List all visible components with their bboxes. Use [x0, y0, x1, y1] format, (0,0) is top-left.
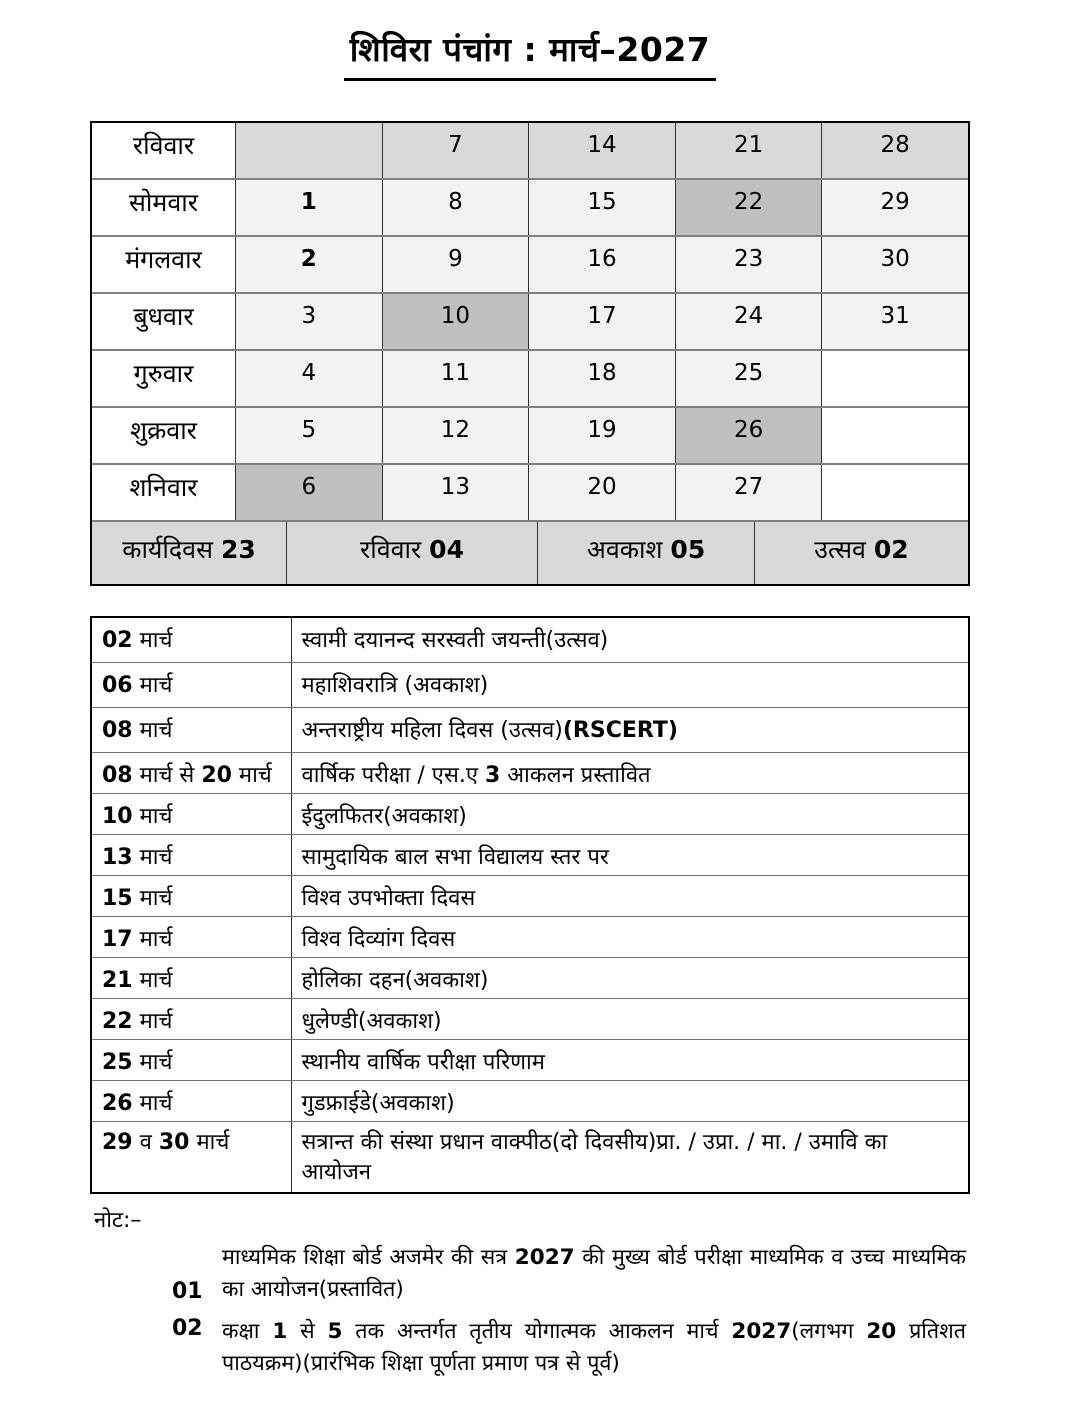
weekday-label: शुक्रवार: [92, 408, 236, 463]
calendar-day-cell: 25: [676, 351, 823, 406]
calendar-day-cell: 14: [529, 123, 676, 178]
calendar-day-cell: 9: [383, 237, 530, 292]
event-text-bold: (RSCERT): [562, 717, 678, 743]
calendar-day-cell: 24: [676, 294, 823, 349]
events-table: [90, 616, 970, 1194]
event-row: [91, 875, 969, 916]
event-description: [291, 957, 969, 998]
event-text: सत्रान्त की संस्था प्रधान वाक्पीठ(दो दिवसीय)प्रा. / उप्रा. / मा. / उमावि का आयोजन: [301, 1129, 888, 1185]
event-date: 08 मार्च से 20 मार्च: [91, 752, 291, 793]
note-item: [172, 1242, 970, 1306]
event-date: 02 मार्च: [91, 617, 291, 662]
event-row: [91, 834, 969, 875]
calendar-week-row: [92, 408, 968, 465]
summary-label: रविवार: [360, 535, 422, 564]
calendar-day-cell: 18: [529, 351, 676, 406]
calendar-table: [90, 121, 970, 586]
event-row: [91, 617, 969, 662]
event-date: 25 मार्च: [91, 1039, 291, 1080]
event-description: [291, 916, 969, 957]
calendar-day-cell: 21: [676, 123, 823, 178]
calendar-week-row: [92, 294, 968, 351]
calendar-day-cell: 19: [529, 408, 676, 463]
event-date: 21 मार्च: [91, 957, 291, 998]
calendar-day-cell: 10: [383, 294, 530, 349]
event-row: [91, 998, 969, 1039]
event-row: [91, 957, 969, 998]
event-text: गुडफ्राईडे(अवकाश): [301, 1090, 455, 1116]
event-description: [291, 1080, 969, 1121]
event-description: [291, 617, 969, 662]
event-description: [291, 998, 969, 1039]
calendar-day-cell: 17: [529, 294, 676, 349]
event-text: सामुदायिक बाल सभा विद्यालय स्तर पर: [301, 844, 609, 870]
calendar-week-row: [92, 351, 968, 408]
calendar-day-cell: 29: [822, 180, 968, 235]
calendar-day-cell: 13: [383, 465, 530, 520]
event-text: विश्व उपभोक्ता दिवस: [301, 885, 476, 911]
event-date: 08 मार्च: [91, 707, 291, 752]
calendar-day-cell: 22: [676, 180, 823, 235]
calendar-day-cell: 20: [529, 465, 676, 520]
calendar-day-cell: 15: [529, 180, 676, 235]
event-date: 15 मार्च: [91, 875, 291, 916]
event-date: 26 मार्च: [91, 1080, 291, 1121]
calendar-week-row: [92, 465, 968, 522]
calendar-day-cell: 12: [383, 408, 530, 463]
weekday-label: मंगलवार: [92, 237, 236, 292]
event-text: धुलेण्डी(अवकाश): [301, 1008, 442, 1034]
calendar-day-cell: 28: [822, 123, 968, 178]
summary-cell-workdays: [92, 522, 287, 584]
calendar-day-cell: 6: [236, 465, 383, 520]
calendar-day-cell: 26: [676, 408, 823, 463]
note-number: 01: [172, 1278, 203, 1304]
event-date: 13 मार्च: [91, 834, 291, 875]
event-text: विश्व दिव्यांग दिवस: [301, 926, 456, 952]
calendar-day-cell: 7: [383, 123, 530, 178]
calendar-week-row: [92, 237, 968, 294]
calendar-day-cell: 27: [676, 465, 823, 520]
summary-label: अवकाश: [586, 535, 663, 564]
notes-section: [90, 1204, 970, 1380]
event-text: ईदुलफितर(अवकाश): [301, 803, 467, 829]
events-table-body: [91, 617, 969, 1193]
event-text: अन्तराष्ट्रीय महिला दिवस (उत्सव): [301, 717, 563, 743]
event-description: [291, 1121, 969, 1193]
calendar-day-cell: [822, 351, 968, 406]
calendar-week-row: [92, 123, 968, 180]
event-date: 22 मार्च: [91, 998, 291, 1039]
event-row: [91, 916, 969, 957]
event-text: स्थानीय वार्षिक परीक्षा परिणाम: [301, 1049, 545, 1075]
calendar-day-cell: 5: [236, 408, 383, 463]
event-date: 06 मार्च: [91, 662, 291, 707]
event-date: 10 मार्च: [91, 793, 291, 834]
event-text: होलिका दहन(अवकाश): [301, 967, 489, 993]
calendar-day-cell: 30: [822, 237, 968, 292]
event-description: [291, 1039, 969, 1080]
calendar-day-cell: [822, 408, 968, 463]
event-description: [291, 793, 969, 834]
summary-row: [92, 522, 968, 584]
summary-value: 04: [429, 535, 464, 564]
weekday-label: बुधवार: [92, 294, 236, 349]
calendar-week-row: [92, 180, 968, 237]
summary-value: 23: [220, 535, 256, 564]
event-description: [291, 875, 969, 916]
title-container: [90, 26, 970, 81]
weekday-label: रविवार: [92, 123, 236, 178]
calendar-day-cell: 3: [236, 294, 383, 349]
summary-label: कार्यदिवस: [122, 535, 213, 564]
event-description: [291, 752, 969, 793]
page-title: शिविरा पंचांग : मार्च–2027: [344, 26, 717, 81]
note-text: कक्षा 1 से 5 तक अन्तर्गत तृतीय योगात्मक आकलन मार्च 2027(लगभग 20 प्रतिशत पाठयक्रम)(प्रारंभिक शिक्षा पूर्णता प्रमाण पत्र से पूर्व): [222, 1318, 967, 1376]
event-text: स्वामी दयानन्द सरस्वती जयन्ती(उत्सव): [301, 628, 609, 653]
notes-heading: नोट:–: [94, 1207, 142, 1233]
calendar-day-cell: 1: [236, 180, 383, 235]
calendar-grid: [92, 123, 968, 522]
calendar-day-cell: 4: [236, 351, 383, 406]
event-description: [291, 662, 969, 707]
note-text: माध्यमिक शिक्षा बोर्ड अजमेर की सत्र 2027 की मुख्य बोर्ड परीक्षा माध्यमिक व उच्च माध्यमिक का आयोजन(प्रस्तावित): [222, 1244, 966, 1302]
event-row: [91, 793, 969, 834]
event-date: 29 व 30 मार्च: [91, 1121, 291, 1193]
weekday-label: शनिवार: [92, 465, 236, 520]
summary-cell-holidays: [538, 522, 755, 584]
summary-cell-festivals: [755, 522, 968, 584]
summary-value: 02: [873, 535, 909, 564]
calendar-day-cell: 2: [236, 237, 383, 292]
summary-cell-sundays: [287, 522, 538, 584]
calendar-day-cell: [236, 123, 383, 178]
calendar-day-cell: 31: [822, 294, 968, 349]
event-text: वार्षिक परीक्षा / एस.ए 3 आकलन प्रस्तावित: [301, 762, 651, 788]
summary-label: उत्सव: [814, 535, 866, 564]
calendar-day-cell: [822, 465, 968, 520]
event-row: [91, 1039, 969, 1080]
event-row: [91, 707, 969, 752]
weekday-label: गुरुवार: [92, 351, 236, 406]
event-row: [91, 1080, 969, 1121]
weekday-label: सोमवार: [92, 180, 236, 235]
calendar-day-cell: 11: [383, 351, 530, 406]
note-number: 02: [172, 1315, 203, 1341]
event-row: [91, 662, 969, 707]
summary-value: 05: [670, 535, 706, 564]
event-description: [291, 834, 969, 875]
event-text: महाशिवरात्रि (अवकाश): [301, 672, 489, 698]
event-description: [291, 707, 969, 752]
event-row: [91, 752, 969, 793]
note-item: [172, 1316, 970, 1380]
event-row: [91, 1121, 969, 1193]
calendar-day-cell: 16: [529, 237, 676, 292]
calendar-day-cell: 23: [676, 237, 823, 292]
calendar-day-cell: 8: [383, 180, 530, 235]
event-date: 17 मार्च: [91, 916, 291, 957]
